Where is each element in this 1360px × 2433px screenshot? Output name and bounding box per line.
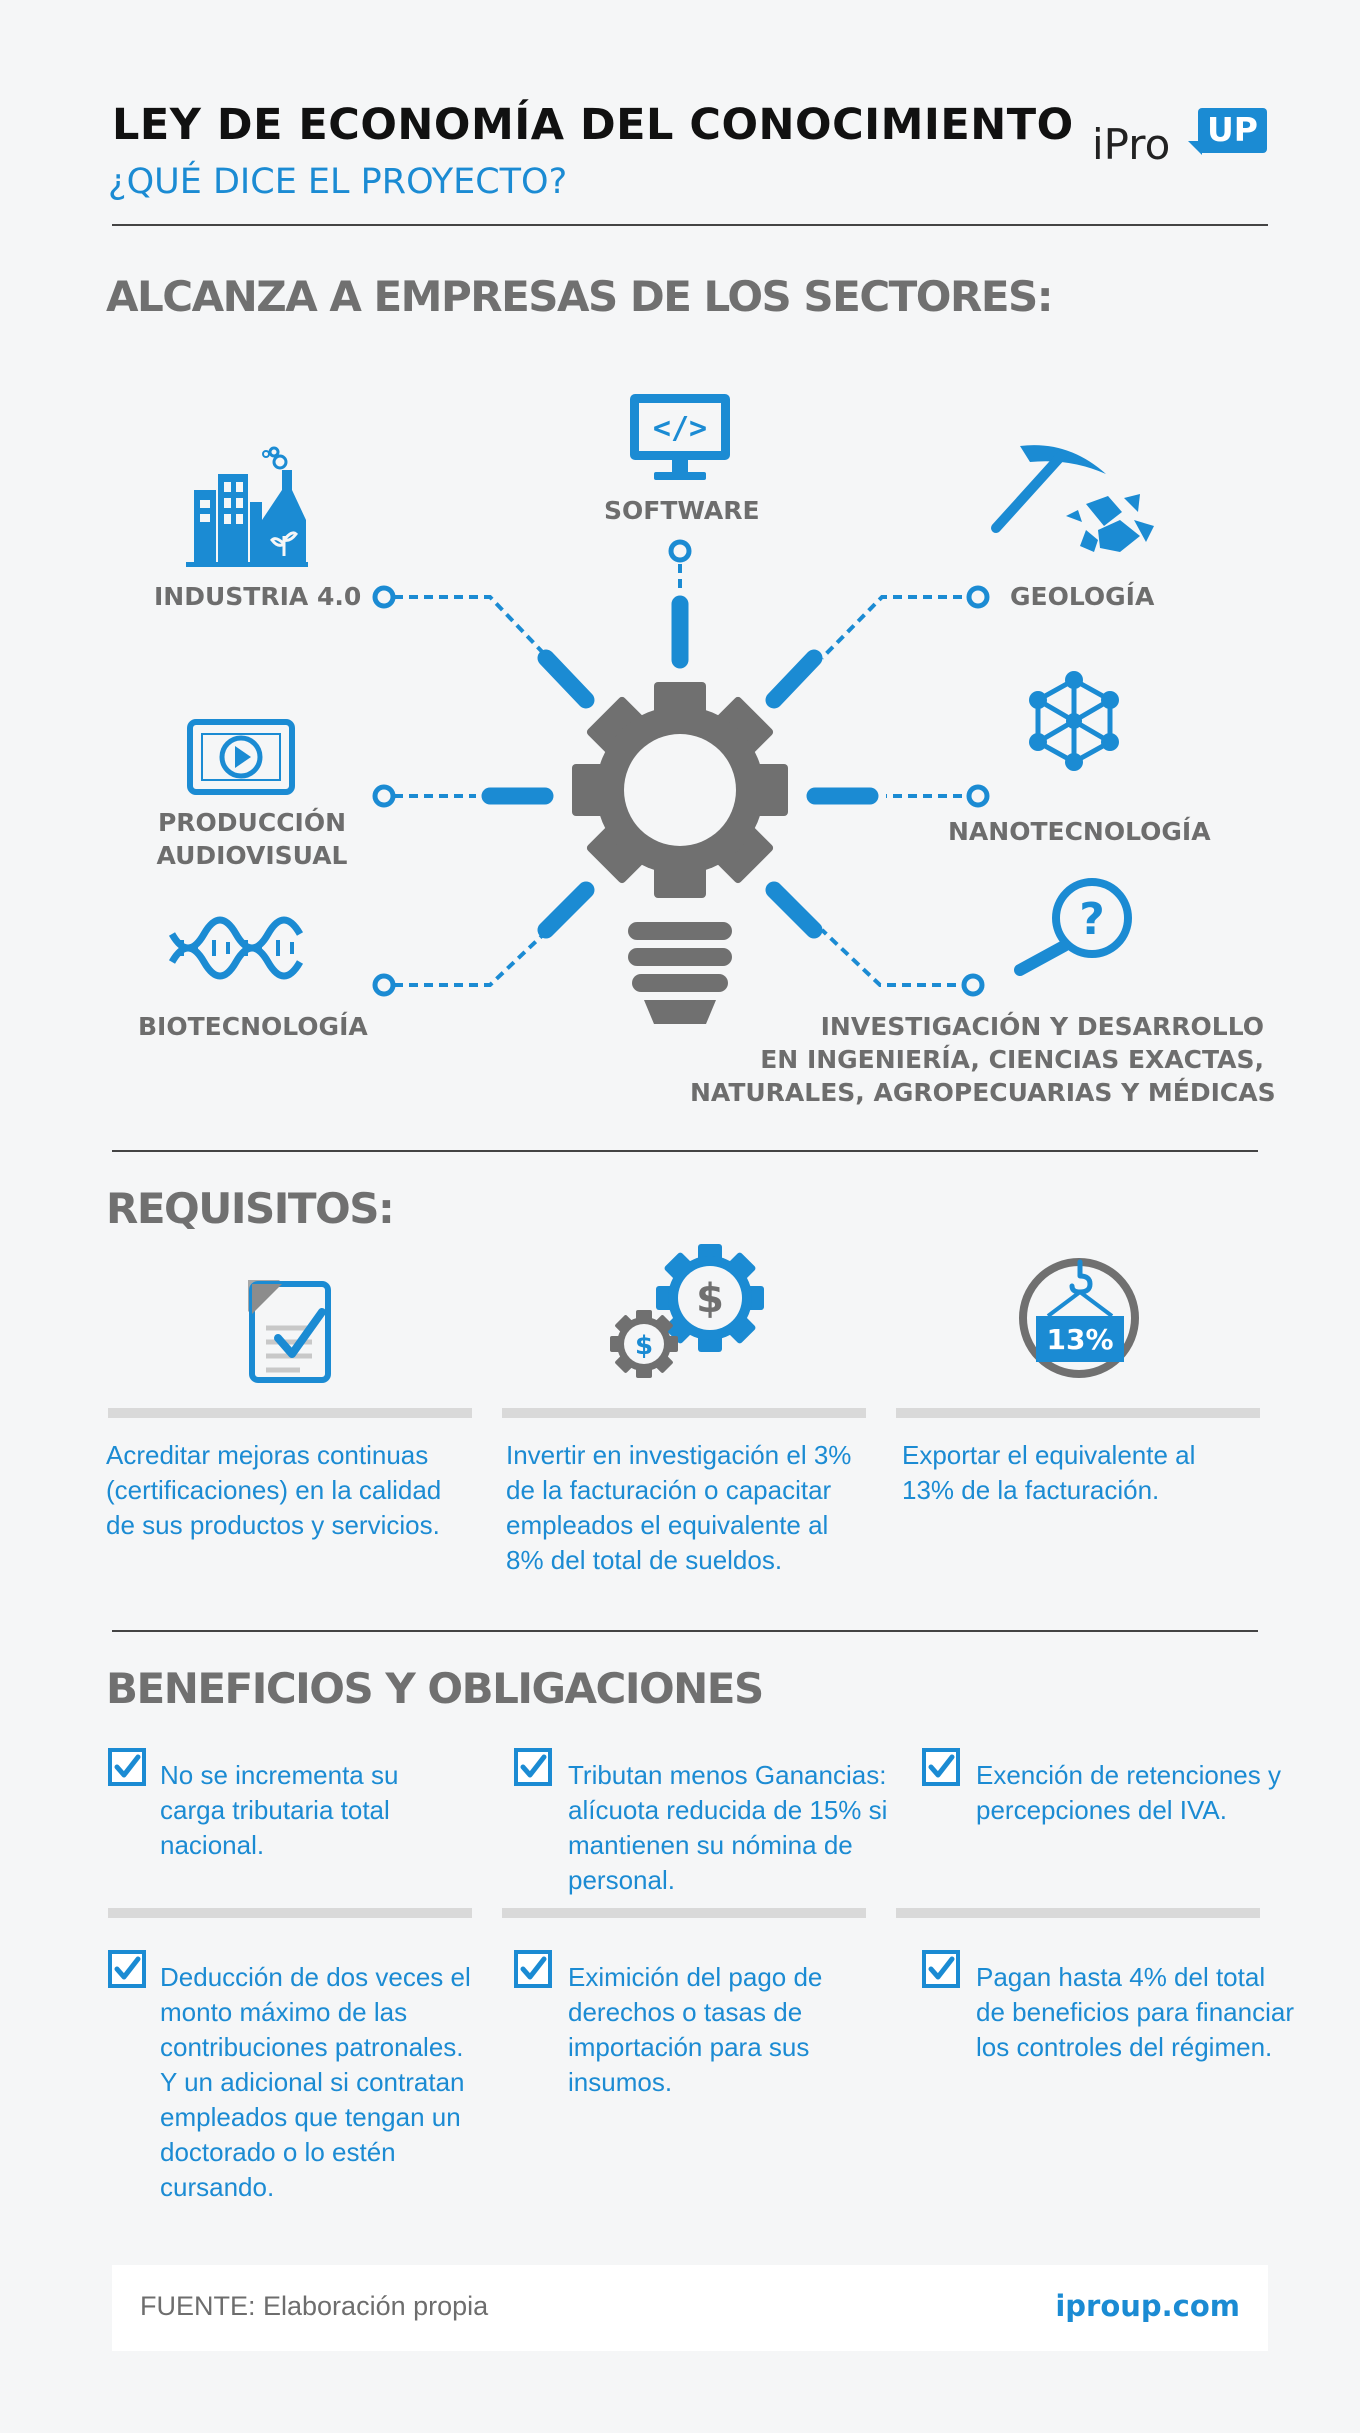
- ray-bottom-right: [774, 890, 814, 930]
- sector-label-investigacion-line2: EN INGENIERÍA, CIENCIAS EXACTAS,: [760, 1045, 1264, 1074]
- node-software: [671, 542, 689, 560]
- gears-dollar-icon: [600, 1240, 770, 1390]
- percent-badge: 13%: [1046, 1323, 1114, 1356]
- requisito-text-2: Invertir en investigación el 3% de la facturación o capacitar empleados el equivalente al 8% del total de sueldos.: [506, 1440, 852, 1575]
- node-nanotecnologia: [969, 787, 987, 805]
- footer-source: FUENTE: Elaboración propia: [140, 2291, 489, 2321]
- beneficio-text-4: Deducción de dos veces el monto máximo de las contribuciones patronales. Y un adicional si contratan empleados que tengan un doctorado o lo estén cursando.: [160, 1962, 471, 2202]
- connector-industria: [394, 597, 548, 658]
- sector-label-investigacion: [690, 1010, 1276, 1109]
- ray-bottom-left: [546, 890, 586, 930]
- logo-badge: UP: [1198, 108, 1267, 153]
- sectors-divider: [112, 1150, 1258, 1152]
- svg-text:$: $: [634, 1331, 654, 1361]
- node-produccion: [375, 787, 393, 805]
- checkbox-icon: [514, 1748, 552, 1786]
- ray-top-left: [546, 658, 586, 700]
- beneficio-bar-3: [896, 1908, 1260, 1918]
- svg-text:</>: </>: [652, 411, 708, 446]
- beneficio-text-2: Tributan menos Ganancias: alícuota reducida de 15% si mantienen su nómina de personal.: [568, 1760, 888, 1895]
- beneficio-text-1: No se incrementa su carga tributaria total nacional.: [160, 1760, 399, 1860]
- svg-text:?: ?: [1079, 894, 1105, 945]
- sector-label-software: SOFTWARE: [604, 496, 760, 525]
- requisito-text-1: Acreditar mejoras continuas (certificaciones) en la calidad de sus productos y servicios.: [106, 1440, 442, 1540]
- requisitos-heading: REQUISITOS:: [106, 1184, 394, 1233]
- sector-label-investigacion-line1: INVESTIGACIÓN Y DESARROLLO: [820, 1012, 1264, 1041]
- header-divider: [112, 224, 1268, 226]
- requisitos-divider: [112, 1630, 1258, 1632]
- sectors-diagram: [0, 360, 1360, 1120]
- magnifier-question-icon: [1020, 882, 1128, 970]
- monitor-code-icon: [630, 394, 730, 480]
- export-crane-icon: [1014, 1250, 1144, 1380]
- sector-label-nanotecnologia: NANOTECNOLOGÍA: [948, 817, 1211, 846]
- footer-site-link[interactable]: iproup.com: [1055, 2289, 1240, 2323]
- beneficio-text-6: Pagan hasta 4% del total de beneficios para financiar los controles del régimen.: [976, 1962, 1294, 2062]
- connector-investigacion: [822, 930, 971, 985]
- video-player-icon: [190, 722, 292, 792]
- svg-text:$: $: [696, 1276, 724, 1322]
- sector-label-produccion-line1: PRODUCCIÓN: [157, 808, 347, 837]
- beneficio-bar-2: [502, 1908, 866, 1918]
- node-industria: [375, 588, 393, 606]
- requisito-bar-2: [502, 1408, 866, 1418]
- page-title: LEY DE ECONOMÍA DEL CONOCIMIENTO: [112, 100, 1074, 150]
- sectors-heading: ALCANZA A EMPRESAS DE LOS SECTORES:: [106, 272, 1053, 321]
- node-geologia: [969, 588, 987, 606]
- checkbox-icon: [108, 1748, 146, 1786]
- logo-text: iPro: [1092, 120, 1171, 169]
- beneficio-text-3: Exención de retenciones y percepciones del IVA.: [976, 1760, 1281, 1825]
- sector-label-produccion: [150, 806, 354, 872]
- lightbulb-gear-icon: [572, 682, 788, 1024]
- node-biotecnologia: [375, 976, 393, 994]
- node-investigacion: [964, 976, 982, 994]
- beneficios-heading: BENEFICIOS Y OBLIGACIONES: [106, 1664, 763, 1713]
- beneficio-text-5: Eximición del pago de derechos o tasas de importación para sus insumos.: [568, 1962, 823, 2097]
- connector-biotecnologia: [394, 930, 548, 985]
- checkbox-icon: [922, 1950, 960, 1988]
- sector-label-industria: INDUSTRIA 4.0: [154, 582, 362, 611]
- connector-geologia: [822, 597, 977, 658]
- requisito-bar-1: [108, 1408, 472, 1418]
- footer: [112, 2265, 1268, 2351]
- factory-icon: [186, 448, 308, 567]
- checkbox-icon: [108, 1950, 146, 1988]
- dna-icon: [172, 920, 300, 976]
- sector-label-biotecnologia: BIOTECNOLOGÍA: [138, 1012, 368, 1041]
- requisito-text-3: Exportar el equivalente al 13% de la facturación.: [902, 1440, 1196, 1505]
- checkbox-icon: [514, 1950, 552, 1988]
- sector-label-geologia: GEOLOGÍA: [1010, 582, 1155, 611]
- pickaxe-icon: [996, 445, 1154, 552]
- ray-top-right: [774, 658, 814, 700]
- requisito-bar-3: [896, 1408, 1260, 1418]
- certificate-check-icon: [230, 1270, 350, 1390]
- beneficio-bar-1: [108, 1908, 472, 1918]
- sector-label-investigacion-line3: NATURALES, AGROPECUARIAS Y MÉDICAS: [690, 1078, 1276, 1107]
- page-subtitle: ¿QUÉ DICE EL PROYECTO?: [108, 162, 568, 202]
- sector-label-produccion-line2: AUDIOVISUAL: [156, 841, 348, 870]
- checkbox-icon: [922, 1748, 960, 1786]
- molecule-icon: [1029, 671, 1119, 771]
